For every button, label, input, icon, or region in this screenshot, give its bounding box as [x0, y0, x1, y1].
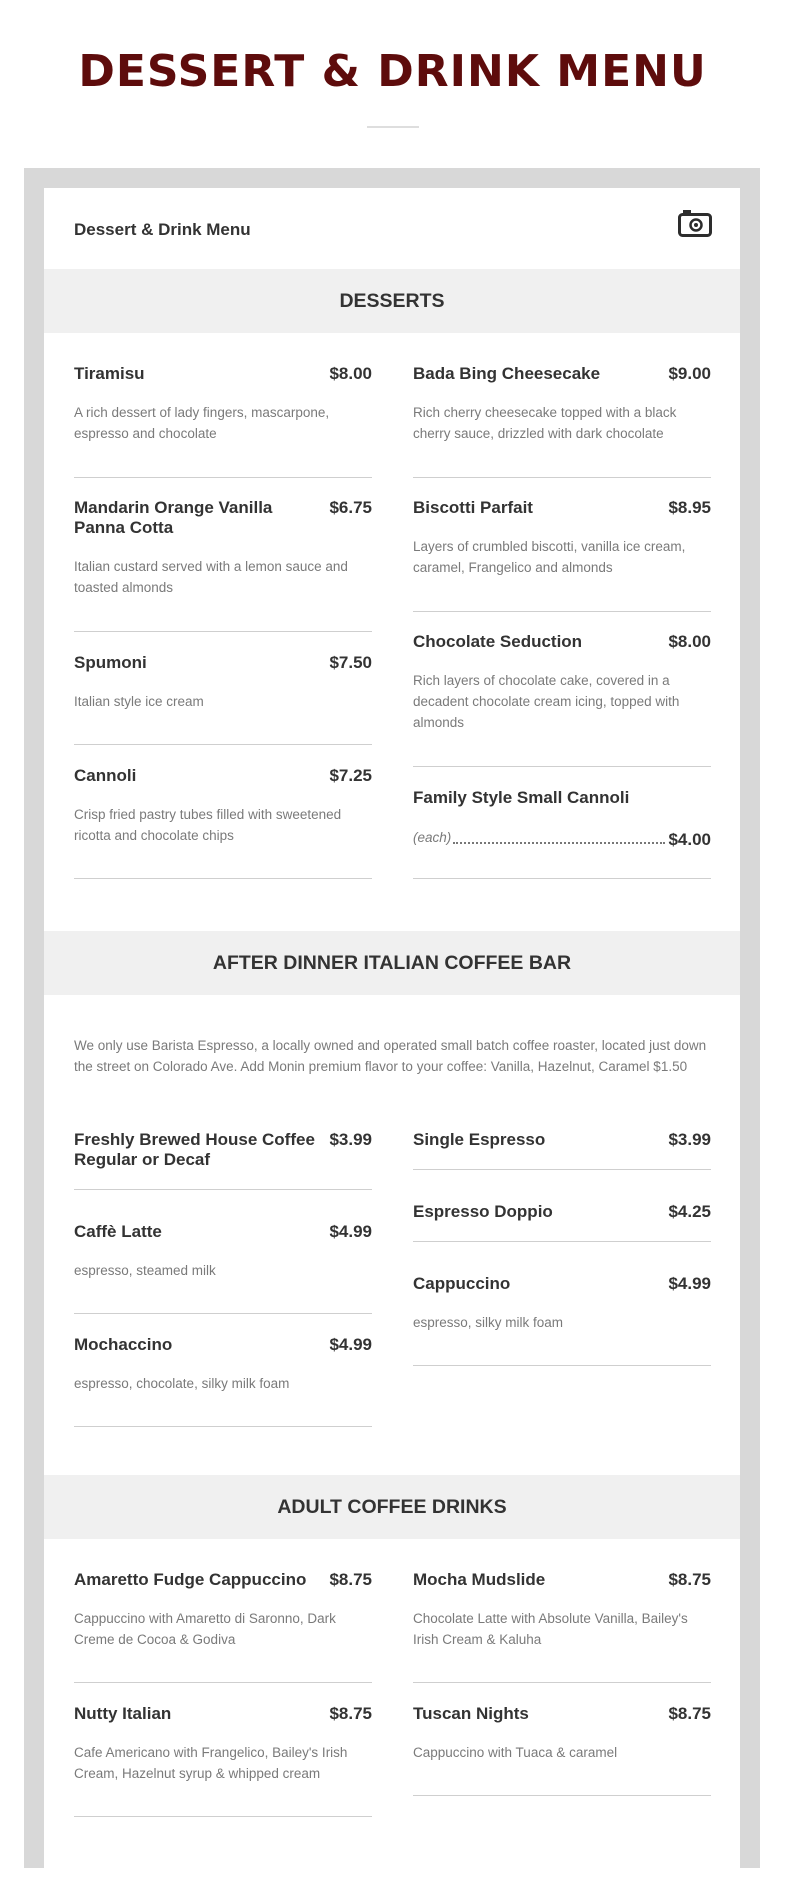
item-description: Rich layers of chocolate cake, covered in a decadent chocolate cream icing, topped with almonds — [413, 673, 680, 730]
page-title: DESSERT & DRINK MENU — [78, 46, 707, 97]
menu-item — [74, 1335, 372, 1427]
item-name: Caffè Latte — [74, 1222, 162, 1241]
menu-item — [413, 632, 711, 767]
item-name: Tiramisu — [74, 364, 145, 383]
section-title: AFTER DINNER ITALIAN COFFEE BAR — [212, 951, 572, 974]
item-description: Crisp fried pastry tubes filled with sweetened ricotta and chocolate chips — [74, 807, 342, 843]
item-price: $3.99 — [668, 1130, 711, 1149]
item-price: $8.00 — [668, 632, 711, 651]
menu-item — [413, 498, 711, 612]
item-name: Mochaccino — [74, 1335, 173, 1354]
item-description: Chocolate Latte with Absolute Vanilla, Bailey's Irish Cream & Kaluha — [413, 1611, 688, 1647]
card-title: Dessert & Drink Menu — [74, 220, 251, 239]
item-price: $8.00 — [329, 364, 372, 383]
section-coffee-header — [44, 931, 740, 995]
item-price: $7.50 — [329, 653, 372, 672]
item-price: $8.75 — [668, 1570, 711, 1589]
item-description: Cappuccino with Amaretto di Saronno, Dark Creme de Cocoa & Godiva — [74, 1611, 336, 1647]
item-name: Mocha Mudslide — [413, 1570, 546, 1589]
item-description: espresso, steamed milk — [74, 1263, 216, 1278]
item-name: Cappuccino — [413, 1274, 511, 1293]
item-description: Cappuccino with Tuaca & caramel — [413, 1745, 618, 1760]
menu-item — [74, 364, 372, 478]
menu-item — [74, 1704, 372, 1817]
item-price: $4.25 — [668, 1202, 711, 1221]
item-name: Mandarin Orange Vanilla Panna Cotta — [74, 498, 273, 537]
menu-item — [413, 788, 711, 879]
menu-item — [74, 1222, 372, 1314]
item-price: $8.75 — [329, 1570, 372, 1589]
menu-item — [413, 1274, 711, 1366]
section-adult-header — [44, 1475, 740, 1539]
menu-item — [413, 1202, 711, 1242]
section-desserts-header — [44, 269, 740, 333]
item-name: Espresso Doppio — [413, 1202, 553, 1221]
camera-icon[interactable] — [678, 208, 712, 238]
section-title: ADULT COFFEE DRINKS — [277, 1495, 507, 1518]
item-name: Bada Bing Cheesecake — [413, 364, 601, 383]
item-name: Biscotti Parfait — [413, 498, 533, 517]
item-name: Freshly Brewed House Coffee Regular or Decaf — [74, 1130, 315, 1169]
per-unit-price-row — [413, 830, 711, 850]
menu-item — [74, 1130, 372, 1190]
item-name: Amaretto Fudge Cappuccino — [74, 1570, 307, 1589]
item-description: Italian custard served with a lemon sauce and toasted almonds — [74, 559, 348, 595]
item-price: $3.99 — [329, 1130, 372, 1149]
dot-leader — [453, 832, 665, 844]
item-price: $7.25 — [329, 766, 372, 785]
item-description: Cafe Americano with Frangelico, Bailey's Irish Cream, Hazelnut syrup & whipped cream — [74, 1745, 348, 1781]
coffee-intro-text: We only use Barista Espresso, a locally owned and operated small batch coffee roaster, located just down the street on Colorado Ave. Add Monin premium flavor to your coffee: Vanilla, Hazelnut, Caramel $1.50 — [74, 1038, 707, 1074]
item-description: Italian style ice cream — [74, 694, 204, 709]
menu-item — [74, 766, 372, 879]
menu-item — [413, 1130, 711, 1170]
item-description: espresso, silky milk foam — [413, 1315, 564, 1330]
item-name: Tuscan Nights — [413, 1704, 529, 1723]
item-price: $8.75 — [329, 1704, 372, 1723]
item-price: $4.00 — [668, 830, 711, 849]
section-title: DESSERTS — [339, 289, 445, 312]
menu-item — [74, 653, 372, 745]
menu-item — [74, 498, 372, 632]
item-description: espresso, chocolate, silky milk foam — [74, 1376, 290, 1391]
item-name: Nutty Italian — [74, 1704, 172, 1723]
item-name: Single Espresso — [413, 1130, 546, 1149]
menu-item — [413, 1704, 711, 1796]
unit-label: (each) — [413, 830, 452, 845]
card-header — [44, 188, 740, 269]
item-name: Chocolate Seduction — [413, 632, 583, 651]
item-description: Layers of crumbled biscotti, vanilla ice cream, caramel, Frangelico and almonds — [413, 539, 686, 575]
title-divider — [367, 126, 419, 128]
item-price: $9.00 — [668, 364, 711, 383]
menu-item — [413, 364, 711, 478]
item-name: Cannoli — [74, 766, 137, 785]
item-price: $4.99 — [329, 1335, 372, 1354]
item-price: $6.75 — [329, 498, 372, 517]
item-price: $4.99 — [329, 1222, 372, 1241]
item-price: $8.75 — [668, 1704, 711, 1723]
item-price: $8.95 — [668, 498, 711, 517]
item-name: Family Style Small Cannoli — [413, 788, 630, 807]
menu-frame — [24, 168, 760, 1868]
item-name: Spumoni — [74, 653, 147, 672]
menu-item — [74, 1570, 372, 1683]
item-description: Rich cherry cheesecake topped with a black cherry sauce, drizzled with dark chocolate — [413, 405, 677, 441]
item-price: $4.99 — [668, 1274, 711, 1293]
menu-card — [44, 188, 740, 1888]
item-description: A rich dessert of lady fingers, mascarpone, espresso and chocolate — [74, 405, 330, 441]
menu-item — [413, 1570, 711, 1683]
